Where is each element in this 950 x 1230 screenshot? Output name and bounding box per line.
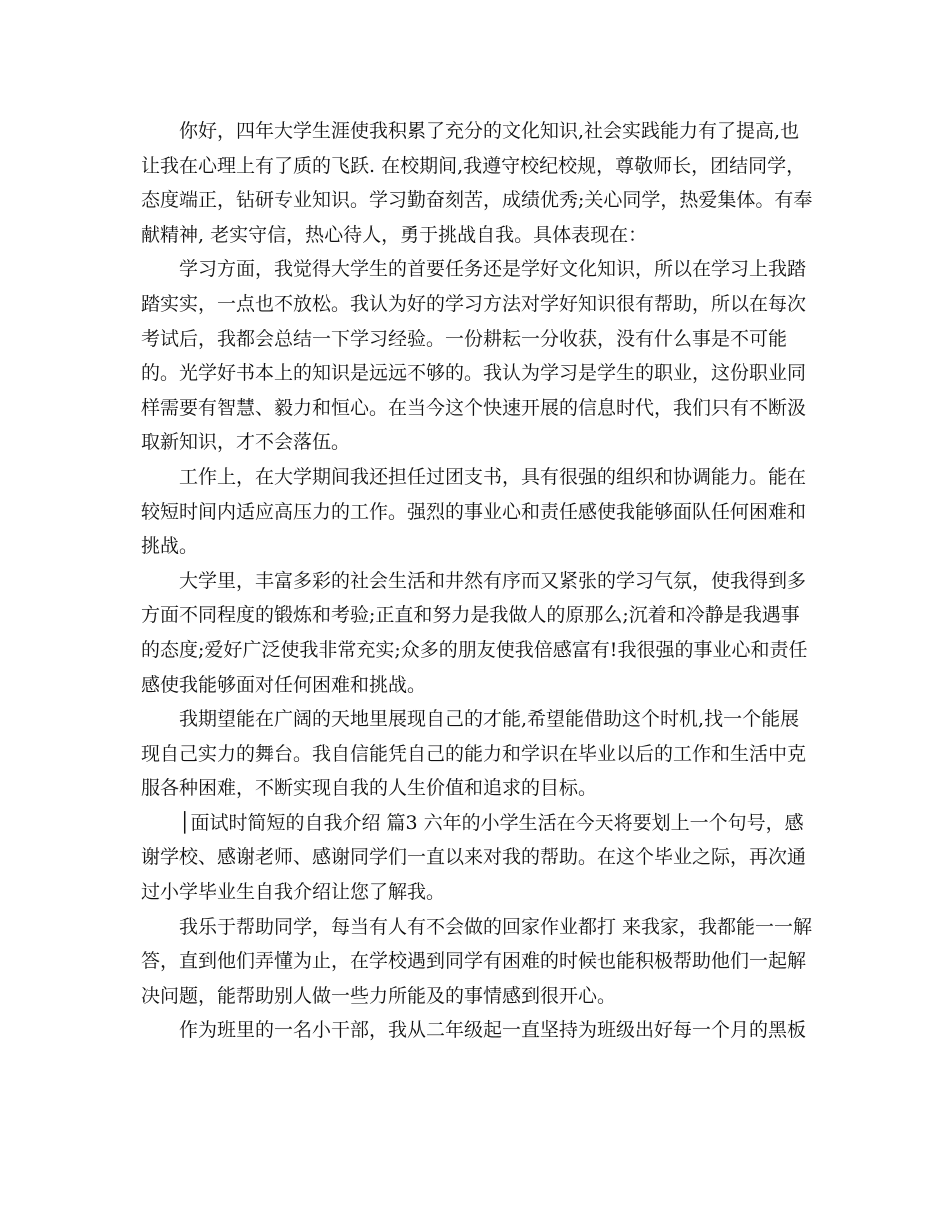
text-line: 服各种困难，不断实现自我的人生价值和追求的目标。	[141, 777, 598, 800]
text-line: 的态度;爱好广泛使我非常充实;众多的朋友使我倍感富有!我很强的事业心和责任	[141, 638, 808, 661]
text-line: 踏实实，一点也不放松。我认为好的学习方法对学好知识很有帮助，所以在每次	[141, 292, 807, 315]
text-line: │面试时简短的自我介绍 篇3 六年的小学生活在今天将要划上一个句号，感	[179, 811, 804, 834]
text-line: 让我在心理上有了质的飞跃. 在校期间,我遵守校纪校规，尊敬师长，团结同学，	[141, 154, 806, 177]
text-line: 现自己实力的舞台。我自信能凭自己的能力和学识在毕业以后的工作和生活中克	[141, 742, 807, 765]
text-line: 过小学毕业生自我介绍让您了解我。	[141, 881, 446, 904]
text-line: 样需要有智慧、毅力和恒心。在当今这个快速开展的信息时代，我们只有不断汲	[141, 396, 807, 419]
text-line: 答，直到他们弄懂为止，在学校遇到同学有困难的时候也能积极帮助他们一起解	[141, 950, 807, 973]
text-line: 决问题，能帮助别人做一些力所能及的事情感到很开心。	[141, 984, 617, 1007]
text-line: 作为班里的一名小干部，我从二年级起一直坚持为班级出好每一个月的黑板	[179, 1019, 807, 1042]
text-line: 献精神, 老实守信，热心待人，勇于挑战自我。具体表现在：	[141, 223, 648, 246]
text-line: 方面不同程度的锻炼和考验;正直和努力是我做人的原那么;沉着和冷静是我遇事	[141, 604, 800, 627]
text-line: 考试后，我都会总结一下学习经验。一份耕耘一分收获，没有什么事是不可能	[141, 327, 788, 350]
text-line: 我乐于帮助同学，每当有人有不会做的回家作业都打 来我家，我都能一一解	[179, 915, 813, 938]
text-line: 较短时间内适应高压力的工作。强烈的事业心和责任感使我能够面队任何困难和	[141, 500, 807, 523]
text-line: 你好，四年大学生涯使我积累了充分的文化知识,社会实践能力有了提高,也	[179, 120, 800, 142]
text-line: 感使我能够面对任何困难和挑战。	[141, 673, 427, 696]
text-line: 的。光学好书本上的知识是远远不够的。我认为学习是学生的职业，这份职业同	[141, 362, 807, 385]
text-line: 谢学校、感谢老师、感谢同学们一直以来对我的帮助。在这个毕业之际，再次通	[141, 846, 807, 869]
text-line: 我期望能在广阔的天地里展现自己的才能,希望能借助这个时机,找一个能展	[179, 708, 800, 731]
text-line: 工作上，在大学期间我还担任过团支书，具有很强的组织和协调能力。能在	[179, 465, 807, 488]
text-line: 取新知识，才不会落伍。	[141, 431, 351, 454]
text-line: 态度端正，钻研专业知识。学习勤奋刻苦，成绩优秀;关心同学，热爱集体。有奉	[141, 189, 813, 212]
text-line: 大学里，丰富多彩的社会生活和井然有序而又紧张的学习气氛，使我得到多	[179, 569, 807, 592]
text-line: 学习方面，我觉得大学生的首要任务还是学好文化知识，所以在学习上我踏	[179, 258, 807, 281]
document-body	[141, 114, 821, 1048]
text-line: 挑战。	[141, 535, 199, 558]
